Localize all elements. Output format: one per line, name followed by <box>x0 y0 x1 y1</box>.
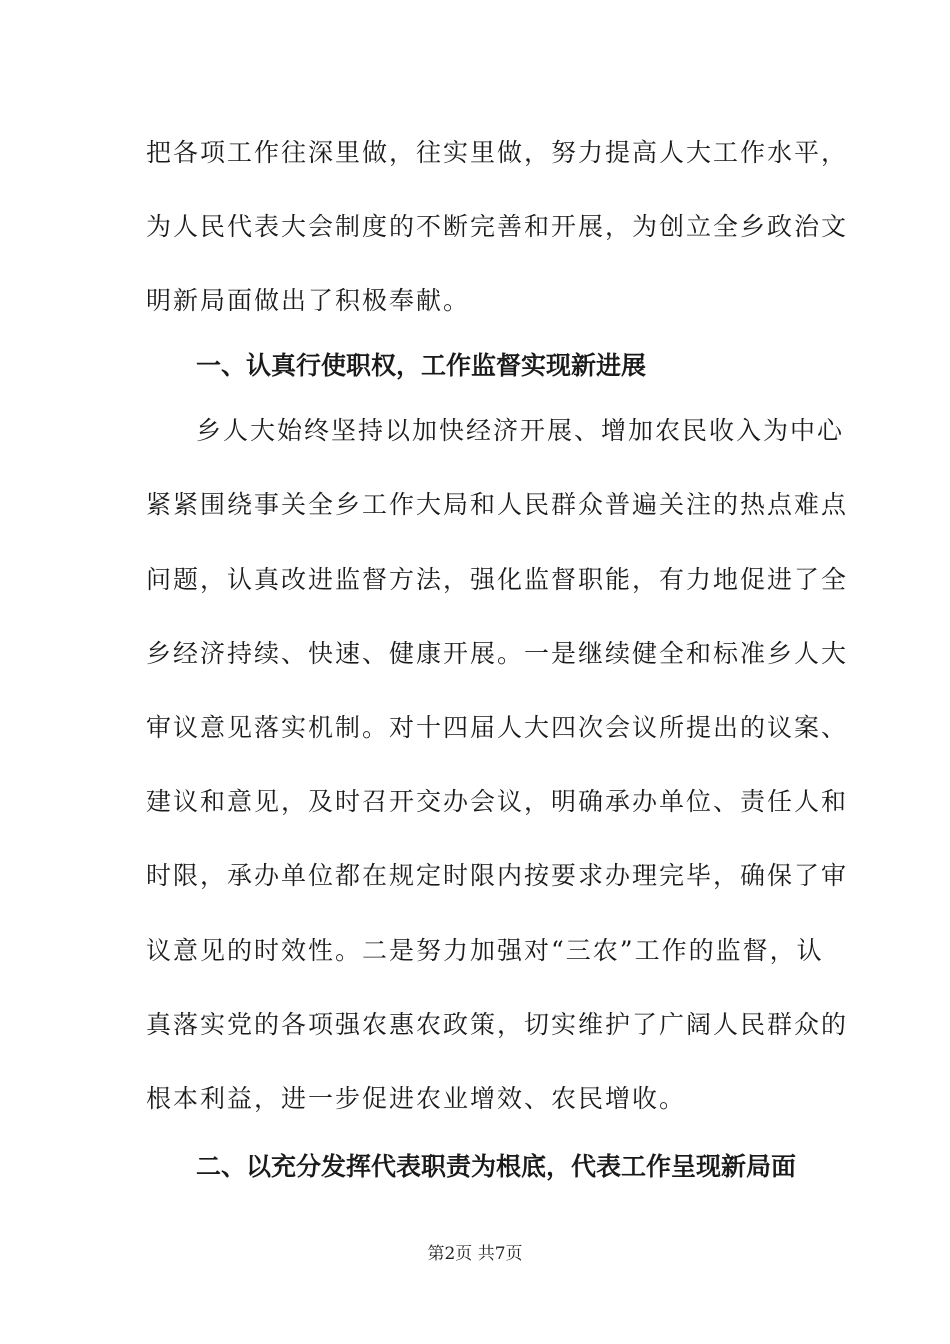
paragraph-line: 为人民代表大会制度的不断完善和开展，为创立全乡政治文 <box>146 212 849 241</box>
section-heading-2: 二、以充分发挥代表职责为根底，代表工作呈现新局面 <box>196 1152 797 1181</box>
paragraph-line: 时限，承办单位都在规定时限内按要求办理完毕，确保了审 <box>146 861 849 890</box>
paragraph-line: 明新局面做出了积极奉献。 <box>146 286 471 315</box>
paragraph-line: 根本利益，进一步促进农业增效、农民增收。 <box>146 1084 687 1113</box>
paragraph-line: 建议和意见，及时召开交办会议，明确承办单位、责任人和 <box>146 787 849 816</box>
page-number-footer: 第2页 共7页 <box>427 1244 523 1264</box>
paragraph-line: 紧紧围绕事关全乡工作大局和人民群众普遍关注的热点难点 <box>146 490 849 519</box>
paragraph-line: 真落实党的各项强农惠农政策，切实维护了广阔人民群众的 <box>146 1010 849 1039</box>
paragraph-line: 审议意见落实机制。对十四届人大四次会议所提出的议案、 <box>146 713 849 742</box>
paragraph-line: 问题，认真改进监督方法，强化监督职能，有力地促进了全 <box>146 565 849 594</box>
section-heading-1: 一、认真行使职权，工作监督实现新进展 <box>196 351 647 380</box>
paragraph-line: 把各项工作往深里做，往实里做，努力提高人大工作水平， <box>146 138 849 167</box>
paragraph-line: 乡人大始终坚持以加快经济开展、增加农民收入为中心 <box>196 416 845 445</box>
paragraph-line: 乡经济持续、快速、健康开展。一是继续健全和标准乡人大 <box>146 639 849 668</box>
paragraph-line: 议意见的时效性。二是努力加强对“三农”工作的监督，认 <box>146 936 824 965</box>
